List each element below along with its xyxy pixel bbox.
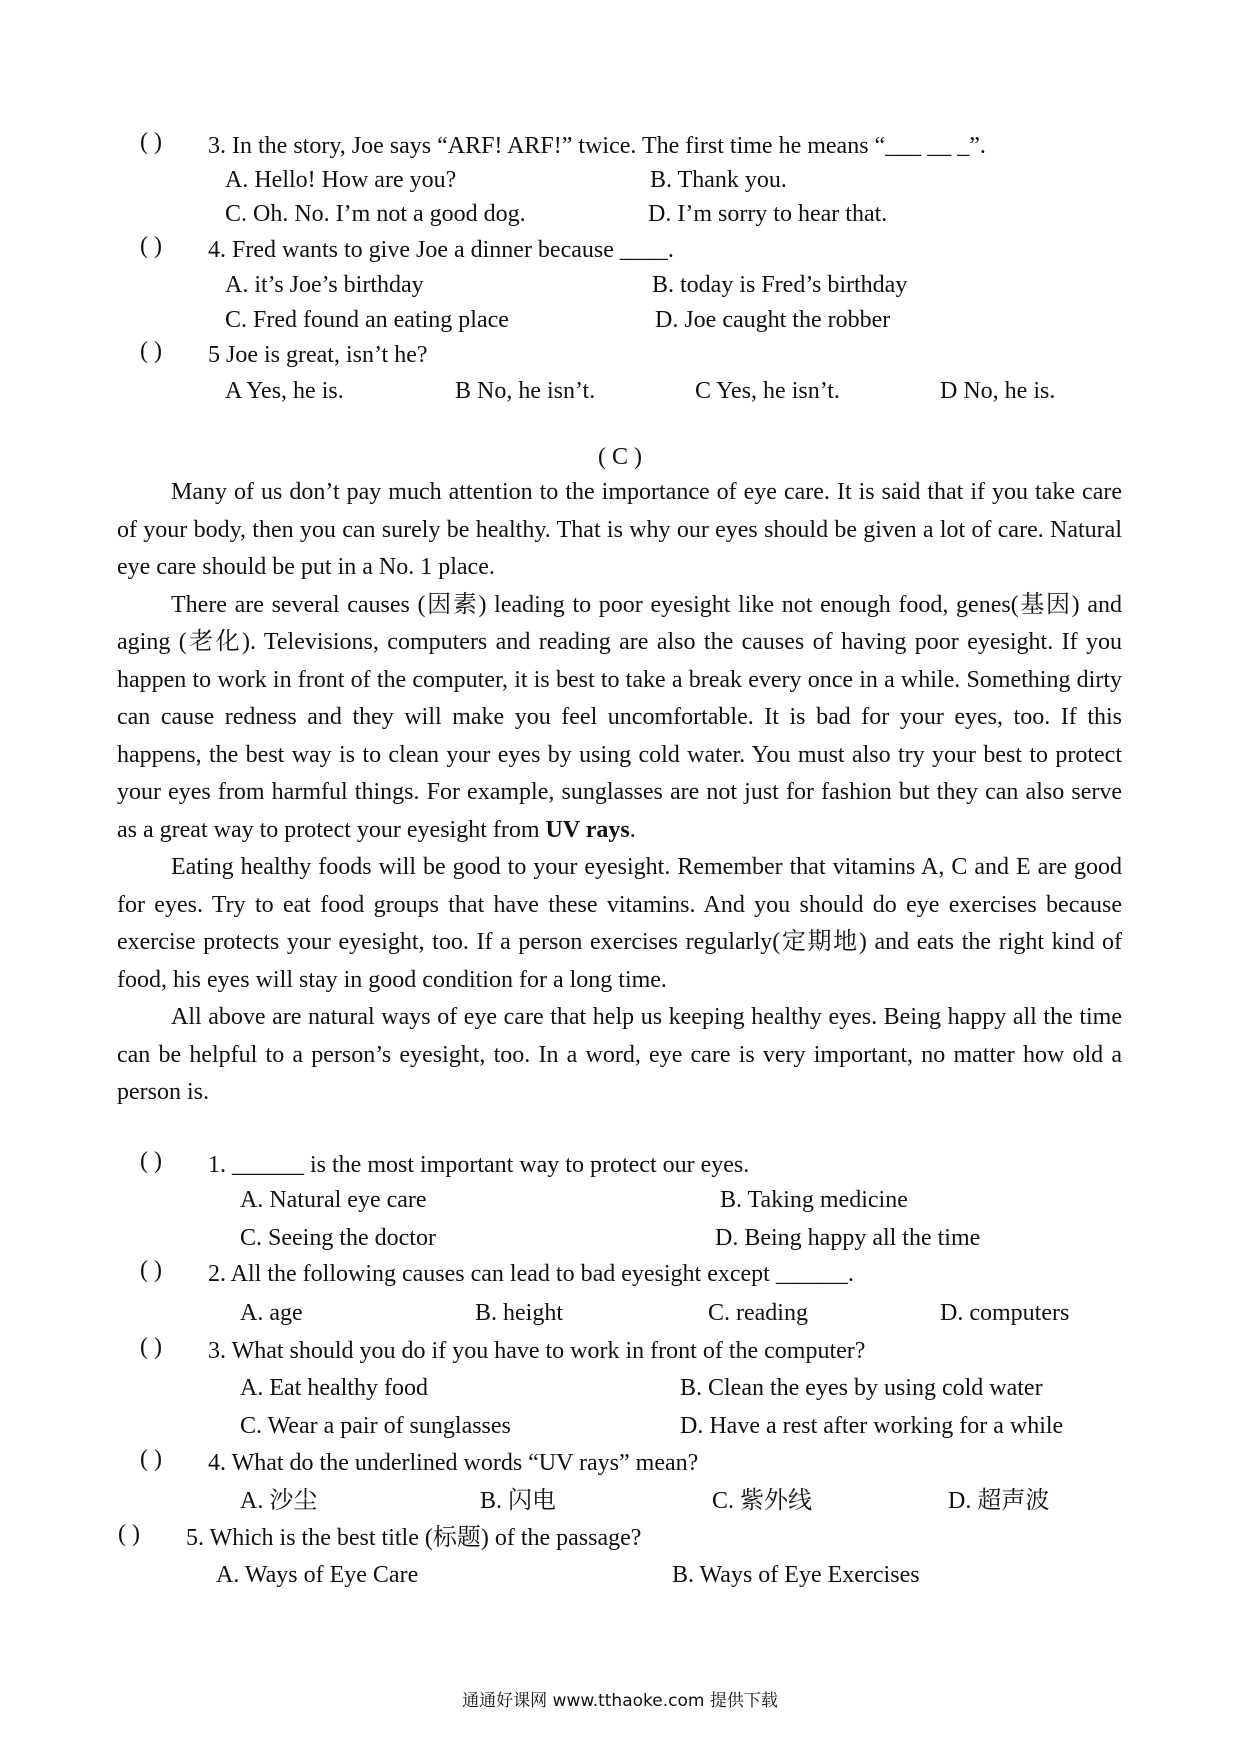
option-d: D. Being happy all the time [715, 1225, 981, 1251]
option-b: B. Taking medicine [720, 1187, 908, 1213]
passage-paragraph-4: All above are natural ways of eye care that help us keeping healthy eyes. Being happy all the time can be helpful to a person’s eyesight, too. In a word, eye care is very important, no matter how old a person is. [117, 1004, 1122, 1105]
option-b: B. Ways of Eye Exercises [672, 1562, 920, 1588]
option-d: D. 超声波 [948, 1488, 1050, 1514]
option-d: D. Have a rest after working for a while [680, 1413, 1064, 1439]
option-a: A. Ways of Eye Care [216, 1562, 419, 1588]
answer-paren[interactable]: ( ) [140, 129, 162, 155]
question-stem: 2. All the following causes can lead to bad eyesight except ______. [208, 1261, 854, 1287]
answer-paren[interactable]: ( ) [140, 1334, 162, 1360]
page-footer: 通通好课网 www.tthaoke.com 提供下载 [462, 1691, 778, 1711]
option-c: C Yes, he isn’t. [695, 378, 840, 404]
sentence-period: . [629, 816, 636, 843]
answer-paren[interactable]: ( ) [140, 233, 162, 259]
question-stem: 4. What do the underlined words “UV rays” mean? [208, 1450, 699, 1476]
question-stem: 3. What should you do if you have to work in front of the computer? [208, 1338, 866, 1364]
answer-paren[interactable]: ( ) [118, 1521, 140, 1547]
answer-paren[interactable]: ( ) [140, 1148, 162, 1174]
option-a: A. Eat healthy food [240, 1375, 428, 1401]
option-d: D. computers [940, 1300, 1070, 1326]
answer-paren[interactable]: ( ) [140, 338, 162, 364]
option-b: B No, he isn’t. [455, 378, 596, 404]
option-d: D No, he is. [940, 378, 1056, 404]
option-a: A. 沙尘 [240, 1488, 318, 1514]
option-c: C. Fred found an eating place [225, 307, 509, 333]
option-b: B. today is Fred’s birthday [652, 272, 908, 298]
option-a: A. Natural eye care [240, 1187, 427, 1213]
passage-paragraph-3: Eating healthy foods will be good to your eyesight. Remember that vitamins A, C and E are good for eyes. Try to eat food groups that have these vitamins. And you should do eye exercises because exercise protects your eyesight, too. If a person exercises regularly(定期地) and eats the right kind of food, his eyes will stay in good condition for a long time. [117, 854, 1122, 993]
passage-paragraph-2 [117, 587, 1122, 850]
question-stem: 5 Joe is great, isn’t he? [208, 342, 428, 368]
question-stem: 5. Which is the best title (标题) of the passage? [186, 1525, 642, 1551]
option-c: C. Seeing the doctor [240, 1225, 436, 1251]
option-a: A. Hello! How are you? [225, 167, 457, 193]
option-d: D. I’m sorry to hear that. [648, 201, 888, 227]
option-c: C. Wear a pair of sunglasses [240, 1413, 511, 1439]
question-stem: 3. In the story, Joe says “ARF! ARF!” twice. The first time he means “___ __ _”. [208, 133, 986, 159]
question-stem: 1. ______ is the most important way to protect our eyes. [208, 1152, 750, 1178]
option-a: A Yes, he is. [225, 378, 344, 404]
paragraph-2-text: There are several causes (因素) leading to poor eyesight like not enough food, genes(基因) and aging (老化). Televisions, computers and reading are also the causes of having poor eyesight. If you happen to work in front of the computer, it is best to take a break every once in a while. Something dirty can cause redness and they will make you feel uncomfortable. It is bad for your eyes, too. If this happens, the best way is to clean your eyes by using cold water. You must also try your best to protect your eyes from harmful things. For example, sunglasses are not just for fashion but they can also serve as a great way to protect your eyesight from [117, 591, 1122, 843]
answer-paren[interactable]: ( ) [140, 1257, 162, 1283]
option-c: C. Oh. No. I’m not a good dog. [225, 201, 526, 227]
answer-paren[interactable]: ( ) [140, 1446, 162, 1472]
option-b: B. Thank you. [650, 167, 787, 193]
option-b: B. 闪电 [480, 1488, 557, 1514]
option-c: C. 紫外线 [712, 1488, 813, 1514]
passage-paragraph-1: Many of us don’t pay much attention to the importance of eye care. It is said that if you take care of your body, then you can surely be healthy. That is why our eyes should be given a lot of care. Natural eye care should be put in a No. 1 place. [117, 479, 1122, 580]
option-a: A. it’s Joe’s birthday [225, 272, 424, 298]
question-stem: 4. Fred wants to give Joe a dinner because ____. [208, 237, 674, 263]
uv-rays-term: UV rays [545, 816, 630, 843]
reading-passage [117, 474, 1122, 1112]
option-a: A. age [240, 1300, 303, 1326]
option-b: B. Clean the eyes by using cold water [680, 1375, 1043, 1401]
section-heading: ( C ) [598, 444, 642, 470]
option-b: B. height [475, 1300, 563, 1326]
option-c: C. reading [708, 1300, 808, 1326]
option-d: D. Joe caught the robber [655, 307, 891, 333]
